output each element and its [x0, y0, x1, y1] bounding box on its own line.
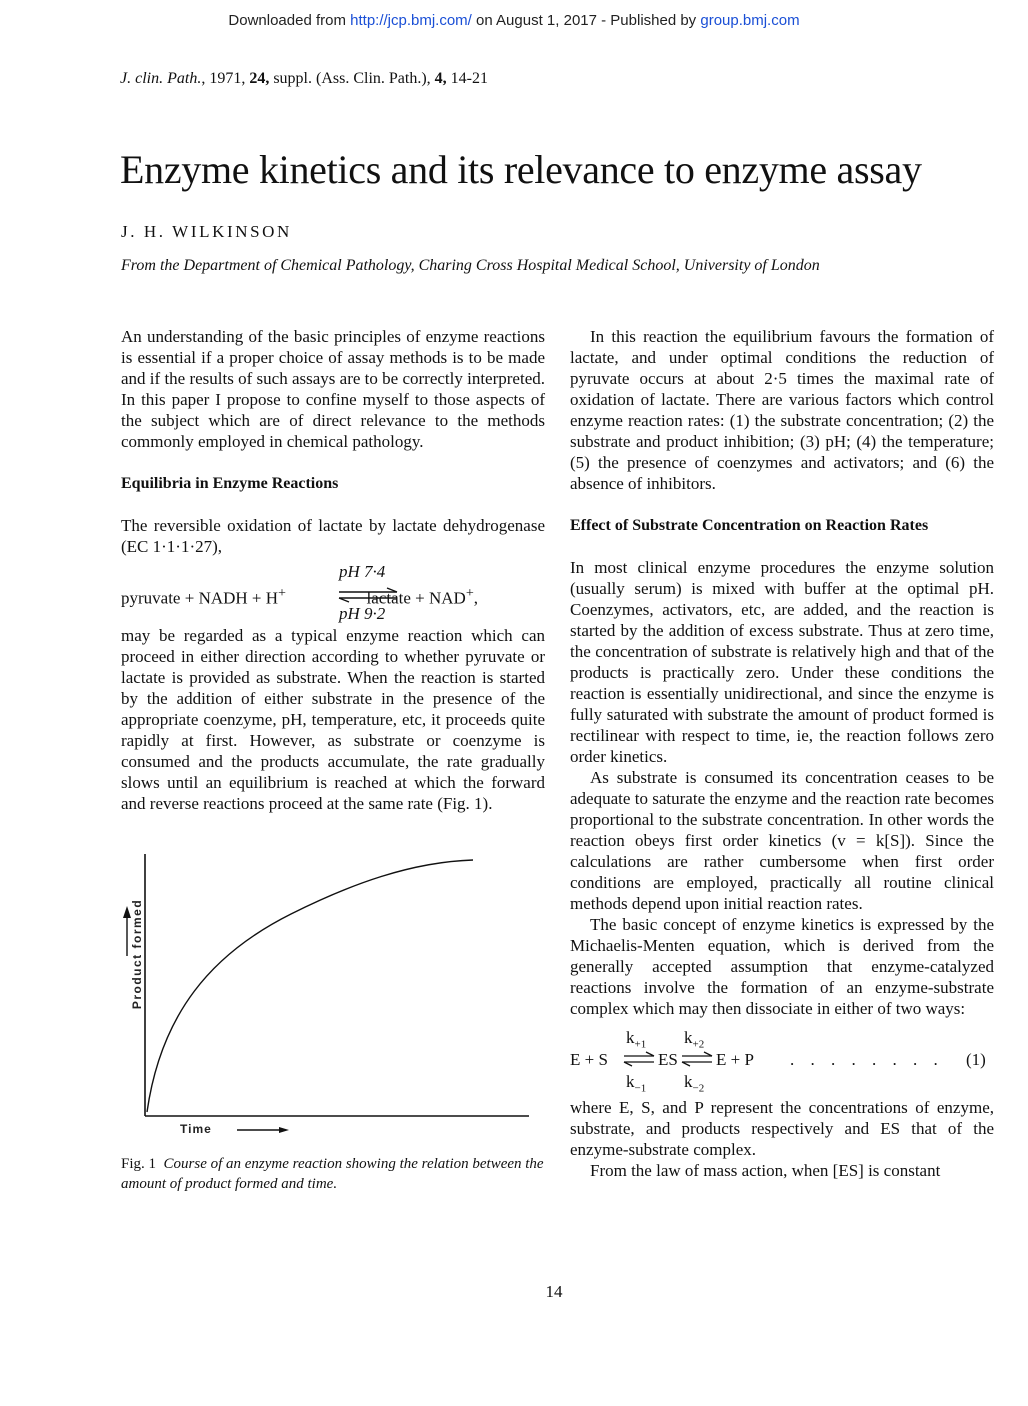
- banner-middle: on August 1, 2017 - Published by: [471, 12, 701, 29]
- equation-product-charge: +: [465, 585, 474, 601]
- figure-1-plot: [121, 844, 545, 1144]
- equation-reverse-condition: pH 9·2: [339, 604, 386, 623]
- equation-number: (1): [966, 1050, 986, 1069]
- factors-paragraph: In this reaction the equilibrium favours the formation of lactate, and under optimal conditions the reduction of pyruvate occurs at about 2·5 times the maximal rate of oxidation of lactate. There are various factors which control enzyme reaction rates: (1) the substrate concentration; (2) the substrate and product inhibition; (3) pH; (4) the temperature; (5) the presence of coenzymes and activators; and (6) the absence of inhibitors.: [570, 327, 994, 493]
- equilibria-paragraph-continued: may be regarded as a typical enzyme reaction which can proceed in either direction according to whether pyruvate or lactate is provided as substrate. When the reaction is started by the addition of either substrate in the presence of the appropriate coenzyme, pH, temperature, etc, it proceeds quite rapidly at first. However, as substrate or coenzyme is consumed and the products accumulate, the rate gradually slows until an equilibrium is reached at which the forward and reverse reactions proceed at the same rate (Fig. 1).: [121, 626, 545, 813]
- equation-complex: ES: [658, 1050, 678, 1069]
- michaelis-menten-paragraph: The basic concept of enzyme kinetics is expressed by the Michaelis-Menten equation, which is derived from the generally accepted assumption that enzyme-catalyzed reactions involve the formation of an enzyme-substrate complex which may then dissociate in either of two ways:: [570, 915, 994, 1018]
- y-axis-label: Product formed: [130, 898, 144, 1010]
- citation-issue: 4,: [434, 70, 447, 87]
- equilibria-paragraph: The reversible oxidation of lactate by lactate dehydrogenase (EC 1·1·1·27),: [121, 516, 545, 556]
- journal-name: J. clin. Path.: [120, 70, 202, 87]
- download-banner: [0, 12, 1028, 29]
- citation: [120, 70, 488, 88]
- caption-text: Course of an enzyme reaction showing the relation between the amount of product formed and time.: [121, 1156, 544, 1192]
- first-order-paragraph: As substrate is consumed its concentration ceases to be adequate to saturate the enzyme and the reaction rate becomes proportional to the substrate concentration. In other words the reaction obeys first order kinetics (v = k[S]). Since the calculations are rather cumbersome when first order conditions are employed, practically all routine clinical methods depend upon initial reaction rates.: [570, 768, 994, 913]
- banner-prefix: Downloaded from: [228, 12, 351, 29]
- citation-year: , 1971,: [201, 70, 250, 87]
- equation-enzyme-product: E + P: [716, 1050, 754, 1069]
- equilibrium-arrows-icon: [335, 587, 401, 603]
- section-heading-equilibria: Equilibria in Enzyme Reactions: [121, 475, 339, 492]
- reaction-curve: [147, 860, 473, 1112]
- rate-constant-k-minus-2: $k_{-2}$: [684, 1072, 705, 1095]
- rate-constant-k-plus-1: $k_{+1}$: [626, 1028, 647, 1051]
- citation-pages: 14-21: [446, 70, 488, 87]
- left-column: [121, 326, 545, 1194]
- group-bmj-link[interactable]: group.bmj.com: [700, 12, 800, 29]
- equation-enzyme-substrate: E + S: [570, 1050, 608, 1069]
- rate-constant-k-plus-2: $k_{+2}$: [684, 1028, 705, 1051]
- equation-comma: ,: [473, 588, 479, 608]
- figure-1: [121, 844, 545, 1154]
- equation-reactants: pyruvate + NADH + H: [121, 588, 279, 608]
- author: J. H. WILKINSON: [121, 222, 292, 241]
- intro-paragraph: An understanding of the basic principles of enzyme reactions is essential if a proper choice of assay methods is to be made and if the results of such assays are to be correctly interpreted. In this paper I propose to confine myself to those aspects of the subject which are of direct relevance to the methods commonly employed in chemical pathology.: [121, 327, 545, 451]
- figure-caption: [121, 1154, 545, 1194]
- jcp-link[interactable]: http://jcp.bmj.com/: [350, 12, 472, 29]
- citation-volume: 24,: [249, 70, 270, 87]
- x-arrowhead-icon: [279, 1127, 289, 1133]
- page-number: 14: [545, 1282, 563, 1301]
- lactate-equation: [121, 561, 545, 625]
- equation-forward-condition: pH 7·4: [339, 562, 386, 581]
- equation-line: [121, 583, 478, 609]
- right-column: [570, 326, 994, 1181]
- equation-products: lactate + NAD: [366, 588, 466, 608]
- mass-action-paragraph: From the law of mass action, when [ES] is constant: [590, 1161, 941, 1180]
- equilibrium-arrows-1-icon: [622, 1051, 656, 1067]
- x-axis-label: Time: [180, 1122, 212, 1136]
- substrate-paragraph: In most clinical enzyme procedures the enzyme solution (usually serum) is mixed with buffer at the optimal pH. Coenzymes, activators, etc, are added, and the reaction is started by the addition of excess substrate. Thus at zero time, the concentration of substrate is relatively high and that of the products is practically zero. Under these conditions the reaction is essentially unidirectional, and since the enzyme is fully saturated with substrate the amount of product formed is rectilinear with respect to time, ie, the reaction follows zero order kinetics.: [570, 558, 994, 766]
- article-title: Enzyme kinetics and its relevance to enzyme assay: [120, 147, 922, 192]
- equilibrium-arrows-2-icon: [680, 1051, 714, 1067]
- kinetics-equation: [570, 1027, 994, 1097]
- citation-supplement: suppl. (Ass. Clin. Path.),: [269, 70, 435, 87]
- affiliation: From the Department of Chemical Pathology, Charing Cross Hospital Medical School, University of London: [121, 257, 820, 274]
- equation-leader-dots: . . . . . . . .: [790, 1050, 944, 1069]
- definitions-paragraph: where E, S, and P represent the concentrations of enzyme, substrate, and products respectively and ES that of the enzyme-substrate complex.: [570, 1098, 994, 1159]
- caption-label: Fig. 1: [121, 1156, 157, 1172]
- equation-reactant-charge: +: [278, 585, 287, 601]
- rate-constant-k-minus-1: $k_{-1}$: [626, 1072, 647, 1095]
- section-heading-substrate: Effect of Substrate Concentration on Reaction Rates: [570, 517, 929, 534]
